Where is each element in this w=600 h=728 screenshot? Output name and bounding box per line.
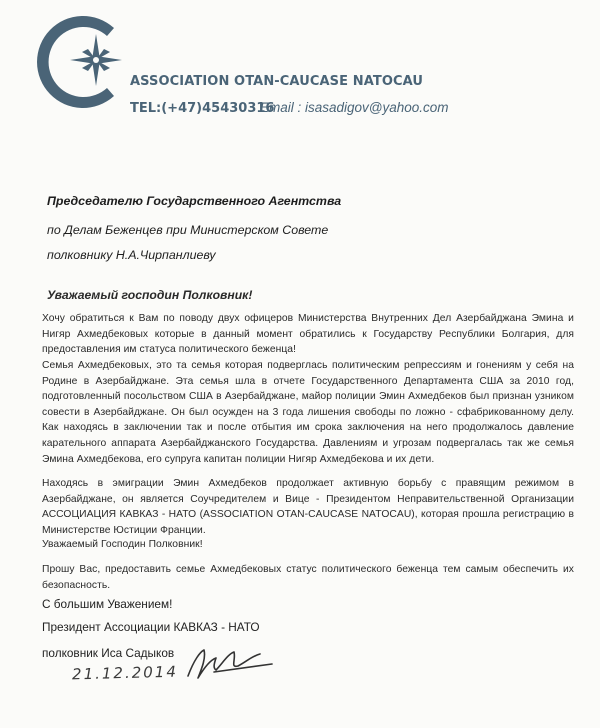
body-paragraph-3: Находясь в эмиграции Эмин Ахмедбеков продолжает активную борьбу с правящим режимом в Азербайджане, он является Соучредителем и Вице - Президентом Неправительственной Организации АССОЦИАЦИЯ КАВКАЗ - НАТО (ASSOCIATION OTAN-CAUCASE NATOCAU), которая прошла регистрацию в Министерстве Юстиции Франции. xyxy=(42,478,574,536)
organization-name: ASSOCIATION OTAN-CAUCASE NATOCAU xyxy=(130,74,424,89)
signer-name: полковник Иса Садыков xyxy=(42,646,175,660)
handwritten-date: 21.12.2014 xyxy=(71,662,179,684)
handwritten-signature xyxy=(180,642,276,684)
closing-regards: С большим Уважением! xyxy=(42,597,173,611)
addressee-line-1: Председателю Государственного Агентства xyxy=(47,194,342,208)
signer-position: Президент Ассоциации КАВКАЗ - НАТО xyxy=(42,620,260,634)
body-paragraph-2: Семья Ахмедбековых, это та семья которая подверглась политическим репрессиям и гонениям у себя на Родине в Азербайджане. Эта семья шла в отчете Государственного Департамента США за 2010 год, подготовленный посольством США в Азербайджане, майор полиции Эмин Ахмедбеков был признан узником совести в Азербайджане. Он был осужден на 3 года лишения свободы по ложно - сфабрикованному делу. Как находясь в заключении так и после отбытия им срока заключения на него продолжалось давление карательного аппарата Азербайджанского Государства. Давлениям и угрозам подвергалась так же семья Эмина Ахмедбекова, его супруга капитан полиции Нигяр Ахмедбекова и их дети. xyxy=(42,360,574,465)
body-paragraph-4: Уважаемый Господин Полковник! xyxy=(42,539,203,550)
addressee-line-3: полковнику Н.А.Чирпанлиеву xyxy=(47,248,216,262)
natocau-compass-logo-icon xyxy=(22,8,132,112)
organization-contacts xyxy=(130,100,449,116)
salutation: Уважаемый господин Полковник! xyxy=(47,288,253,302)
body-paragraph-1: Хочу обратиться к Вам по поводу двух офицеров Министерства Внутренних Дел Азербайджана Эмина и Нигяр Ахмедбековых которые в данный момент обратились к Государству Республики Болгария, для предоставления им статуса политического беженца! xyxy=(42,313,574,356)
email-address: Email : isasadigov@yahoo.com xyxy=(260,100,449,115)
phone-number: TEL:(+47)45430316 xyxy=(130,101,275,116)
addressee-line-2: по Делам Беженцев при Министерском Совете xyxy=(47,223,329,237)
body-paragraph-5: Прошу Вас, предоставить семье Ахмедбековых статус политического беженца тем самым обеспечить их безопасность. xyxy=(42,564,574,591)
